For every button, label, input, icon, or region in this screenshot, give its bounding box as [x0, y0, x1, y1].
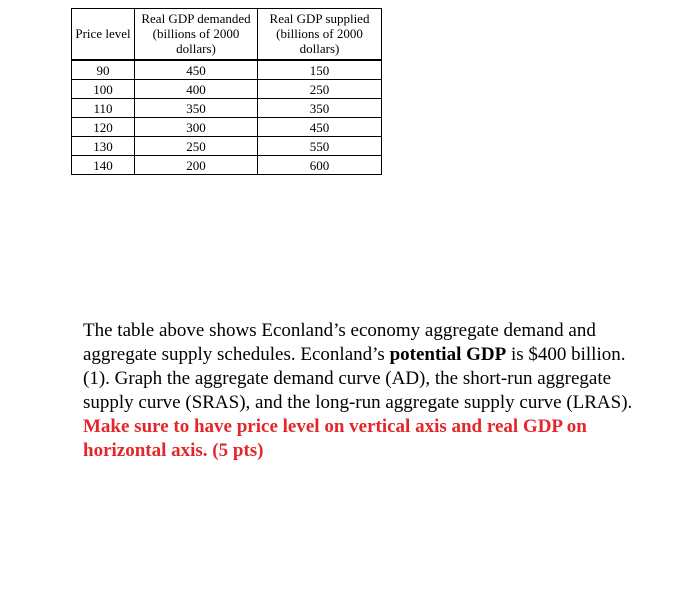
- header-demanded-line-1: Real GDP demanded: [141, 11, 251, 26]
- question-intro-text: The table above shows Econland’s economy aggregate demand and aggregate supply schedules. Econland’s: [83, 320, 596, 365]
- table-row: [72, 118, 382, 137]
- table-row: [72, 80, 382, 99]
- header-supplied-line-1: Real GDP supplied: [269, 11, 370, 26]
- ad-as-schedule-table: [71, 8, 382, 175]
- question-intro-paragraph: [83, 319, 643, 367]
- cell-price-level: 110: [72, 99, 135, 118]
- question-text-block: [83, 319, 643, 463]
- cell-gdp-supplied: 550: [258, 137, 382, 156]
- cell-price-level: 100: [72, 80, 135, 99]
- table-row: [72, 156, 382, 175]
- cell-gdp-demanded: 300: [135, 118, 258, 137]
- table-row: [72, 99, 382, 118]
- header-real-gdp-demanded: [135, 9, 258, 61]
- potential-gdp-term: potential GDP: [389, 344, 507, 365]
- cell-gdp-supplied: 350: [258, 99, 382, 118]
- header-price-level: [72, 9, 135, 61]
- table-row: [72, 60, 382, 80]
- cell-gdp-demanded: 450: [135, 60, 258, 80]
- table-row: [72, 137, 382, 156]
- header-demanded-line-3: dollars): [176, 41, 216, 56]
- table-header-row: [72, 9, 382, 61]
- header-real-gdp-supplied: [258, 9, 382, 61]
- cell-price-level: 120: [72, 118, 135, 137]
- question-intro-value: is $400 billion.: [506, 344, 626, 365]
- question-part-1: [83, 367, 643, 463]
- header-price-level-label: Price level: [75, 26, 131, 41]
- cell-price-level: 140: [72, 156, 135, 175]
- axis-instruction-highlight: Make sure to have price level on vertical axis and real GDP on horizontal axis. (5 pts): [83, 416, 587, 461]
- cell-gdp-supplied: 150: [258, 60, 382, 80]
- header-supplied-line-3: dollars): [299, 41, 340, 56]
- cell-price-level: 90: [72, 60, 135, 80]
- cell-gdp-supplied: 600: [258, 156, 382, 175]
- cell-gdp-demanded: 200: [135, 156, 258, 175]
- cell-price-level: 130: [72, 137, 135, 156]
- cell-gdp-supplied: 450: [258, 118, 382, 137]
- header-demanded-line-2: (billions of 2000: [152, 26, 240, 41]
- question-part-1-text: (1). Graph the aggregate demand curve (AD), the short-run aggregate supply curve (SRAS), and the long-run aggregate supply curve (LRAS).: [83, 368, 633, 413]
- cell-gdp-demanded: 400: [135, 80, 258, 99]
- cell-gdp-demanded: 350: [135, 99, 258, 118]
- cell-gdp-supplied: 250: [258, 80, 382, 99]
- header-supplied-line-2: (billions of 2000: [276, 26, 363, 41]
- cell-gdp-demanded: 250: [135, 137, 258, 156]
